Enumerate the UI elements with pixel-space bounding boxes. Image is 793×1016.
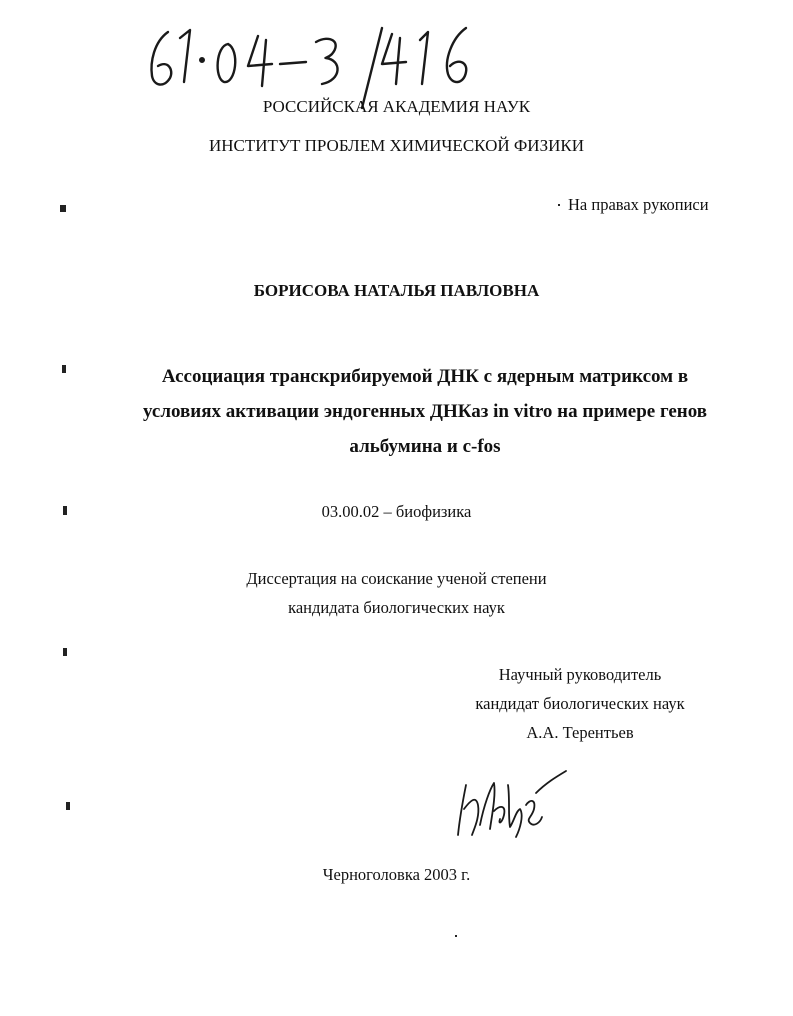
thesis-title-line-3: альбумина и c-fos [349,436,501,457]
thesis-title-line-2: условиях активации эндогенных ДНКаз in vitro на примере генов [142,401,708,422]
scan-speck [66,802,70,810]
supervisor-degree: кандидат биологических наук [475,694,685,713]
rights-note: На правах рукописи [568,195,709,214]
scan-speck [62,365,66,373]
specialty-code: 03.00.02 – биофизика [321,502,472,521]
supervisor-name: А.А. Терентьев [526,723,634,742]
dissertation-line-2: кандидата биологических наук [288,598,505,617]
scan-speck [63,506,67,515]
organization-name: РОССИЙСКАЯ АКАДЕМИЯ НАУК [262,97,531,116]
scan-speck [60,205,66,212]
author-name: БОРИСОВА НАТАЛЬЯ ПАВЛОВНА [253,281,540,300]
institute-name: ИНСТИТУТ ПРОБЛЕМ ХИМИЧЕСКОЙ ФИЗИКИ [209,136,584,155]
scan-speck [455,935,457,937]
place-and-year: Черноголовка 2003 г. [322,865,471,884]
scan-speck [558,204,560,206]
supervisor-role: Научный руководитель [498,665,662,684]
thesis-title-line-1: Ассоциация транскрибируемой ДНК с ядерным матриксом в [161,366,689,387]
dissertation-line-1: Диссертация на соискание ученой степени [246,569,547,588]
scan-speck [63,648,67,656]
signature-image [450,765,570,845]
